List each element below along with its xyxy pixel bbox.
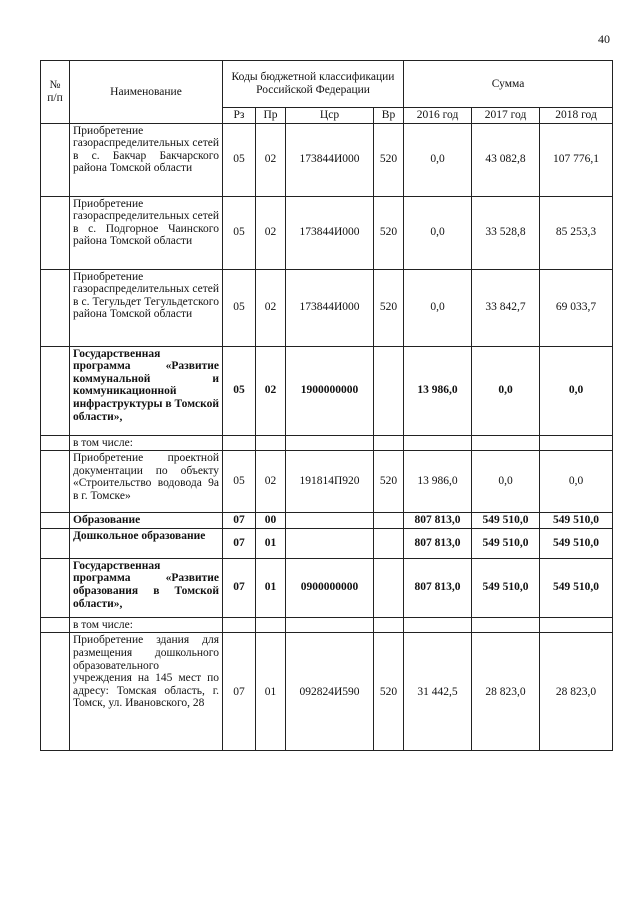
table-row	[41, 617, 613, 633]
cell-2017: 0,0	[472, 451, 540, 513]
table-row	[41, 513, 613, 529]
cell-2018: 0,0	[540, 346, 613, 435]
cell-2016	[404, 435, 472, 451]
cell-name: Государственная программа «Развитие образования в Томской области»,	[70, 558, 223, 617]
cell-vr: 520	[374, 196, 404, 269]
cell-name: в том числе:	[70, 435, 223, 451]
cell-name: Дошкольное образование	[70, 528, 223, 558]
cell-2018: 85 253,3	[540, 196, 613, 269]
table-row	[41, 123, 613, 196]
cell-num	[41, 513, 70, 529]
table-row	[41, 528, 613, 558]
budget-table	[40, 60, 613, 751]
cell-pr: 00	[256, 513, 286, 529]
cell-2016: 807 813,0	[404, 558, 472, 617]
cell-rz: 07	[223, 633, 256, 751]
cell-name: Приобретение проектной документации по объекту «Строительство водовода 9а в г. Томске»	[70, 451, 223, 513]
cell-2018: 28 823,0	[540, 633, 613, 751]
cell-pr	[256, 435, 286, 451]
cell-2016: 0,0	[404, 196, 472, 269]
cell-rz: 07	[223, 558, 256, 617]
cell-pr: 01	[256, 558, 286, 617]
header-rz: Рз	[223, 108, 256, 124]
cell-csr: 173844И000	[286, 196, 374, 269]
cell-csr	[286, 528, 374, 558]
header-vr: Вр	[374, 108, 404, 124]
cell-pr: 02	[256, 269, 286, 346]
cell-2016: 0,0	[404, 123, 472, 196]
cell-vr	[374, 528, 404, 558]
cell-2017: 33 528,8	[472, 196, 540, 269]
cell-pr: 02	[256, 451, 286, 513]
header-pr: Пр	[256, 108, 286, 124]
cell-2017	[472, 617, 540, 633]
cell-name: Приобретение газораспределительных сетей в с. Тегульдет Тегульдетского района Томской области	[70, 269, 223, 346]
cell-2016: 13 986,0	[404, 346, 472, 435]
cell-num	[41, 123, 70, 196]
cell-rz: 05	[223, 346, 256, 435]
cell-vr: 520	[374, 451, 404, 513]
cell-num	[41, 435, 70, 451]
cell-2018: 69 033,7	[540, 269, 613, 346]
cell-2018	[540, 617, 613, 633]
cell-csr: 092824И590	[286, 633, 374, 751]
cell-pr: 01	[256, 633, 286, 751]
cell-pr: 02	[256, 123, 286, 196]
header-2016: 2016 год	[404, 108, 472, 124]
cell-num	[41, 617, 70, 633]
cell-csr: 0900000000	[286, 558, 374, 617]
cell-rz: 05	[223, 269, 256, 346]
cell-csr: 173844И000	[286, 123, 374, 196]
cell-rz	[223, 617, 256, 633]
table-row	[41, 435, 613, 451]
cell-vr	[374, 617, 404, 633]
cell-2017: 549 510,0	[472, 513, 540, 529]
cell-vr: 520	[374, 633, 404, 751]
cell-name: Приобретение газораспределительных сетей в с. Подгорное Чаинского района Томской области	[70, 196, 223, 269]
cell-2016: 13 986,0	[404, 451, 472, 513]
cell-num	[41, 346, 70, 435]
cell-rz: 05	[223, 123, 256, 196]
cell-2016: 31 442,5	[404, 633, 472, 751]
table-row	[41, 633, 613, 751]
cell-2016: 807 813,0	[404, 513, 472, 529]
header-csr: Цср	[286, 108, 374, 124]
table-row	[41, 196, 613, 269]
cell-2018: 107 776,1	[540, 123, 613, 196]
cell-name: Приобретение здания для размещения дошкольного образовательного учреждения на 145 мест по адресу: Томская область, г. Томск, ул. Ивановского, 28	[70, 633, 223, 751]
cell-csr: 173844И000	[286, 269, 374, 346]
cell-name: Государственная программа «Развитие коммунальной и коммуникационной инфраструктуры в Томской области»,	[70, 346, 223, 435]
cell-2018: 549 510,0	[540, 558, 613, 617]
cell-name: Образование	[70, 513, 223, 529]
cell-2017: 28 823,0	[472, 633, 540, 751]
cell-2018: 549 510,0	[540, 513, 613, 529]
table-row	[41, 558, 613, 617]
cell-rz: 05	[223, 451, 256, 513]
page-number: 40	[598, 32, 610, 46]
cell-2017: 43 082,8	[472, 123, 540, 196]
cell-pr	[256, 617, 286, 633]
cell-2017: 33 842,7	[472, 269, 540, 346]
cell-csr: 1900000000	[286, 346, 374, 435]
cell-csr	[286, 513, 374, 529]
header-name: Наименование	[70, 61, 223, 124]
header-sum: Сумма	[404, 61, 613, 108]
table-row	[41, 269, 613, 346]
header-num: № п/п	[41, 61, 70, 124]
cell-vr	[374, 513, 404, 529]
cell-vr	[374, 346, 404, 435]
cell-vr	[374, 435, 404, 451]
cell-name: в том числе:	[70, 617, 223, 633]
cell-vr	[374, 558, 404, 617]
table-row	[41, 451, 613, 513]
cell-2016: 0,0	[404, 269, 472, 346]
cell-2018: 549 510,0	[540, 528, 613, 558]
cell-pr: 01	[256, 528, 286, 558]
cell-2017: 549 510,0	[472, 528, 540, 558]
cell-pr: 02	[256, 346, 286, 435]
cell-vr: 520	[374, 269, 404, 346]
cell-rz: 05	[223, 196, 256, 269]
cell-2016: 807 813,0	[404, 528, 472, 558]
cell-2018: 0,0	[540, 451, 613, 513]
cell-rz: 07	[223, 513, 256, 529]
header-2018: 2018 год	[540, 108, 613, 124]
cell-rz	[223, 435, 256, 451]
cell-2017	[472, 435, 540, 451]
cell-num	[41, 633, 70, 751]
cell-num	[41, 528, 70, 558]
cell-num	[41, 269, 70, 346]
cell-csr: 191814П920	[286, 451, 374, 513]
cell-csr	[286, 617, 374, 633]
cell-2017: 0,0	[472, 346, 540, 435]
cell-pr: 02	[256, 196, 286, 269]
cell-num	[41, 196, 70, 269]
cell-vr: 520	[374, 123, 404, 196]
cell-name: Приобретение газораспределительных сетей в с. Бакчар Бакчарского района Томской области	[70, 123, 223, 196]
cell-num	[41, 451, 70, 513]
table-row	[41, 346, 613, 435]
header-2017: 2017 год	[472, 108, 540, 124]
header-codes: Коды бюджетной классификации Российской Федерации	[223, 61, 404, 108]
cell-2018	[540, 435, 613, 451]
cell-2017: 549 510,0	[472, 558, 540, 617]
cell-num	[41, 558, 70, 617]
cell-rz: 07	[223, 528, 256, 558]
cell-2016	[404, 617, 472, 633]
cell-csr	[286, 435, 374, 451]
